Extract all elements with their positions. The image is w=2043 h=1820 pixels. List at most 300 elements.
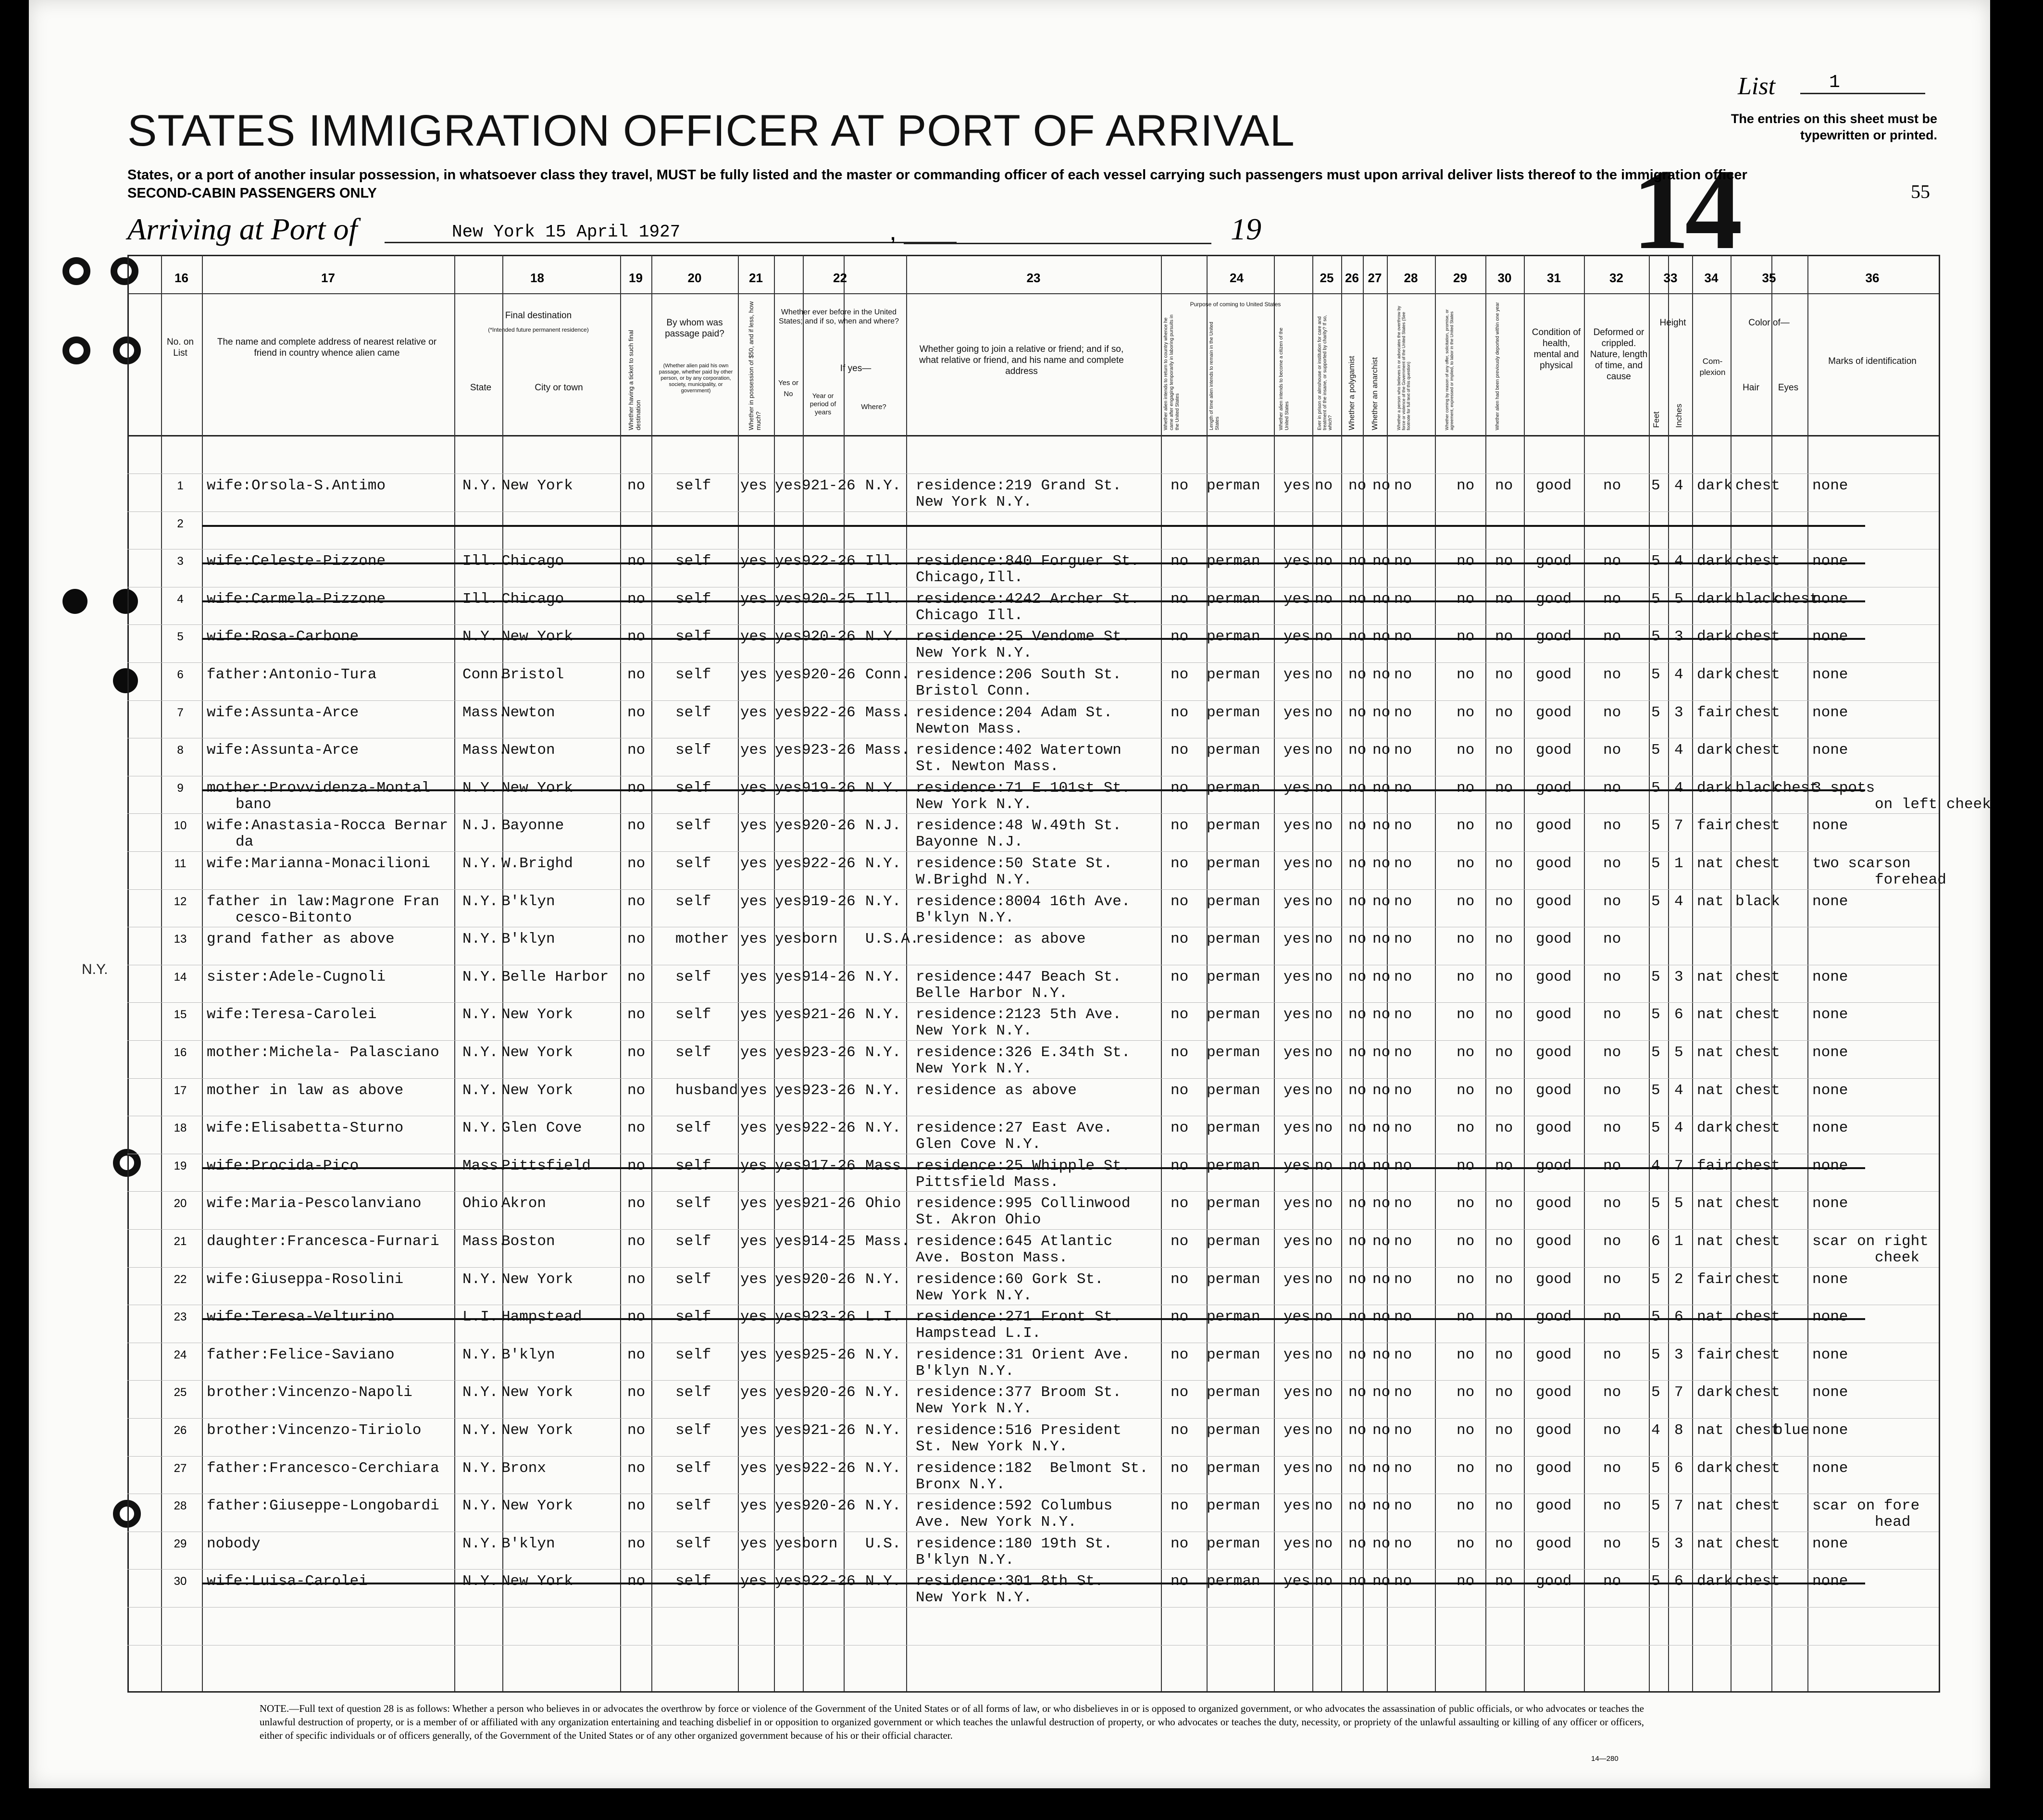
years-cell: 920-26 [802, 817, 856, 835]
length-stay-cell: perman [1207, 553, 1260, 570]
hair-cell: chest [1735, 968, 1781, 985]
where-cell: N.Y. [865, 1271, 901, 1288]
health-cell: good [1536, 553, 1572, 570]
height-inches-cell: 3 [1674, 1535, 1683, 1552]
length-stay-cell: perman [1207, 855, 1260, 872]
city-cell: Newton [501, 742, 555, 759]
row-divider [127, 511, 1939, 512]
height-feet-cell: 5 [1651, 1044, 1660, 1061]
marks-cell: scar on right [1812, 1233, 1929, 1250]
ticket-cell: no [627, 1044, 646, 1061]
prison-cell: no [1315, 553, 1333, 570]
ticket-cell: no [627, 1006, 646, 1023]
health-cell: good [1536, 704, 1572, 721]
return-intent-cell: no [1171, 1006, 1189, 1023]
eyes-cell: chest [1774, 590, 1819, 608]
length-stay-cell: perman [1207, 1044, 1260, 1061]
deported-cell: no [1495, 1497, 1513, 1515]
money-cell: yes [740, 553, 767, 570]
relative-cell: father:Francesco-Cerchiara [207, 1459, 439, 1477]
money-cell: yes [740, 893, 767, 910]
height-inches-cell: 4 [1674, 742, 1683, 759]
column-divider [1312, 255, 1313, 1691]
length-stay-cell: perman [1207, 477, 1260, 494]
deported-cell: no [1495, 704, 1513, 721]
state-cell: Ohio [462, 1195, 498, 1212]
money-cell: yes [740, 1233, 767, 1250]
return-intent-cell: no [1171, 931, 1189, 948]
joining-cell-cont: St. Akron Ohio [916, 1211, 1041, 1229]
state-cell: N.J. [462, 817, 498, 835]
anarchist-cell: no [1372, 1271, 1391, 1288]
hair-cell: chest [1735, 1346, 1781, 1363]
joining-cell-cont: Bayonne N.J. [916, 834, 1023, 851]
row-number: 6 [177, 668, 184, 681]
column-number: 19 [629, 271, 643, 285]
offer-labor-cell: no [1457, 1233, 1475, 1250]
relative-cell: wife:Rosa-Carbone [207, 628, 359, 646]
deformed-cell: no [1603, 590, 1621, 608]
row-number: 14 [174, 970, 187, 984]
hair-cell: black [1735, 893, 1781, 910]
length-stay-cell: perman [1207, 1157, 1260, 1174]
cabin-class-note: SECOND-CABIN PASSENGERS ONLY [127, 186, 377, 201]
where-cell: U.S. [865, 1535, 901, 1552]
header-offer-labor: Whether coming by reason of any offer, solicitation, promise, or agreement, expressed or implied, to labor in the United States [1445, 309, 1454, 430]
deformed-cell: no [1603, 1120, 1621, 1137]
return-intent-cell: no [1171, 1346, 1189, 1363]
citizen-intent-cell: yes [1283, 968, 1310, 985]
passage-paid-cell: self [675, 1233, 711, 1250]
anarchist-cell: no [1372, 1120, 1391, 1137]
polygamist-cell: no [1348, 628, 1367, 646]
joining-cell-cont: Pittsfield Mass. [916, 1173, 1059, 1191]
ticket-cell: no [627, 553, 646, 570]
state-cell: N.Y. [462, 1271, 498, 1288]
citizen-intent-cell: yes [1283, 1157, 1310, 1174]
joining-cell-cont: B'klyn N.Y. [916, 1551, 1014, 1569]
complexion-cell: nat [1697, 968, 1724, 985]
deported-cell: no [1495, 1195, 1513, 1212]
offer-labor-cell: no [1457, 1157, 1475, 1174]
offer-labor-cell: no [1457, 1309, 1475, 1326]
money-cell: yes [740, 1346, 767, 1363]
row-number: 25 [174, 1386, 187, 1399]
joining-cell-cont: New York N.Y. [916, 1400, 1032, 1418]
polygamist-cell: no [1348, 1422, 1367, 1439]
where-cell: N.Y. [865, 893, 901, 910]
relative-cell: wife:Assunta-Arce [207, 704, 359, 721]
before-cell: yes [775, 704, 802, 721]
height-inches-cell: 3 [1674, 704, 1683, 721]
joining-cell-cont: Ave. Boston Mass. [916, 1249, 1068, 1266]
state-cell: N.Y. [462, 628, 498, 646]
deformed-cell: no [1603, 1573, 1621, 1590]
overthrow-cell: no [1394, 1157, 1412, 1174]
health-cell: good [1536, 1082, 1572, 1099]
overthrow-cell: no [1394, 590, 1412, 608]
column-number: 30 [1497, 271, 1512, 285]
relative-cell: mother:Michela- Palasciano [207, 1044, 439, 1061]
row-divider [127, 1569, 1939, 1570]
relative-cell: wife:Elisabetta-Sturno [207, 1120, 404, 1137]
deported-cell: no [1495, 742, 1513, 759]
row-number: 5 [177, 630, 184, 644]
overthrow-cell: no [1394, 855, 1412, 872]
height-feet-cell: 5 [1651, 1573, 1660, 1590]
row-number: 22 [174, 1272, 187, 1286]
city-cell: Boston [501, 1233, 555, 1250]
joining-cell: residence:206 South St. [916, 666, 1121, 683]
height-inches-cell: 3 [1674, 628, 1683, 646]
offer-labor-cell: no [1457, 1082, 1475, 1099]
return-intent-cell: no [1171, 590, 1189, 608]
money-cell: yes [740, 666, 767, 683]
ticket-cell: no [627, 1195, 646, 1212]
relative-cell: brother:Vincenzo-Tiriolo [207, 1422, 422, 1439]
length-stay-cell: perman [1207, 817, 1260, 835]
city-cell: B'klyn [501, 931, 555, 948]
where-cell: N.Y. [865, 1573, 901, 1590]
complexion-cell: dark [1697, 1120, 1733, 1137]
city-cell: B'klyn [501, 1346, 555, 1363]
column-number: 29 [1453, 271, 1467, 285]
return-intent-cell: no [1171, 1044, 1189, 1061]
city-cell: Chicago [501, 590, 564, 608]
length-stay-cell: perman [1207, 1535, 1260, 1552]
page-stamp-number: 14 [1632, 145, 1738, 273]
marks-cell: two scarson [1812, 855, 1911, 872]
arriving-port-value: New York 15 April 1927 [385, 222, 957, 243]
height-inches-cell: 1 [1674, 1233, 1683, 1250]
prison-cell: no [1315, 1006, 1333, 1023]
money-cell: yes [740, 628, 767, 646]
state-cell: N.Y. [462, 968, 498, 985]
header-deported: Whether alien had been previously deported within one year [1495, 302, 1500, 430]
prison-cell: no [1315, 1120, 1333, 1137]
offer-labor-cell: no [1457, 553, 1475, 570]
marks-cell: none [1812, 742, 1848, 759]
anarchist-cell: no [1372, 1459, 1391, 1477]
where-cell: N.Y. [865, 1044, 901, 1061]
prison-cell: no [1315, 1195, 1333, 1212]
deformed-cell: no [1603, 1233, 1621, 1250]
eyes-cell: blue [1774, 1422, 1810, 1439]
citizen-intent-cell: yes [1283, 931, 1310, 948]
state-cell: N.Y. [462, 779, 498, 797]
joining-cell-cont: New York N.Y. [916, 494, 1032, 511]
ticket-cell: no [627, 1535, 646, 1552]
before-cell: yes [775, 1384, 802, 1401]
passage-paid-cell: self [675, 628, 711, 646]
row-number: 13 [174, 933, 187, 946]
entries-note: The entries on this sheet must be typewritten or printed. [1731, 112, 1937, 142]
relative-cell: father:Felice-Saviano [207, 1346, 395, 1363]
column-divider [1668, 255, 1669, 1691]
deformed-cell: no [1603, 1157, 1621, 1174]
ticket-cell: no [627, 1497, 646, 1515]
joining-cell: residence:995 Collinwood [916, 1195, 1131, 1212]
money-cell: yes [740, 1120, 767, 1137]
deformed-cell: no [1603, 1346, 1621, 1363]
anarchist-cell: no [1372, 1384, 1391, 1401]
row-divider [127, 889, 1939, 890]
marks-cell: none [1812, 1157, 1848, 1174]
complexion-cell: fair [1697, 704, 1733, 721]
city-cell: Glen Cove [501, 1120, 582, 1137]
relative-cell: wife:Carmela-Pizzone [207, 590, 386, 608]
joining-cell-cont: Belle Harbor N.Y. [916, 985, 1068, 1002]
state-cell: N.Y. [462, 1120, 498, 1137]
ticket-cell: no [627, 742, 646, 759]
hair-cell: chest [1735, 477, 1781, 494]
years-cell: 921-26 [802, 477, 856, 494]
joining-cell-cont: New York N.Y. [916, 1060, 1032, 1077]
where-cell: U.S.A. [865, 931, 919, 948]
before-cell: yes [775, 931, 802, 948]
offer-labor-cell: no [1457, 779, 1475, 797]
years-cell: 920-25 [802, 590, 856, 608]
years-cell: 923-26 [802, 1044, 856, 1061]
before-cell: yes [775, 1271, 802, 1288]
where-cell: L.I. [865, 1309, 901, 1326]
health-cell: good [1536, 1157, 1572, 1174]
state-cell: N.Y. [462, 931, 498, 948]
height-inches-cell: 6 [1674, 1309, 1683, 1326]
length-stay-cell: perman [1207, 968, 1260, 985]
passage-paid-cell: self [675, 590, 711, 608]
money-cell: yes [740, 1573, 767, 1590]
ticket-cell: no [627, 1384, 646, 1401]
length-stay-cell: perman [1207, 893, 1260, 910]
city-cell: New York [501, 477, 573, 494]
polygamist-cell: no [1348, 1271, 1367, 1288]
height-inches-cell: 6 [1674, 1573, 1683, 1590]
before-cell: yes [775, 779, 802, 797]
before-cell: yes [775, 817, 802, 835]
passage-paid-cell: self [675, 1309, 711, 1326]
length-stay-cell: perman [1207, 1459, 1260, 1477]
passage-paid-cell: self [675, 1271, 711, 1288]
polygamist-cell: no [1348, 704, 1367, 721]
relative-cell: wife:Giuseppa-Rosolini [207, 1271, 404, 1288]
height-inches-cell: 3 [1674, 968, 1683, 985]
hair-cell: chest [1735, 666, 1781, 683]
prison-cell: no [1315, 477, 1333, 494]
where-cell: N.Y. [865, 968, 901, 985]
polygamist-cell: no [1348, 1535, 1367, 1552]
overthrow-cell: no [1394, 477, 1412, 494]
years-cell: 919-26 [802, 779, 856, 797]
citizen-intent-cell: yes [1283, 1044, 1310, 1061]
header-year-period: Year or period of years [810, 392, 836, 416]
where-cell: Mass. [865, 1233, 910, 1250]
deformed-cell: no [1603, 1535, 1621, 1552]
citizen-intent-cell: yes [1283, 742, 1310, 759]
where-cell: Ill. [865, 553, 901, 570]
ticket-cell: no [627, 855, 646, 872]
ticket-cell: no [627, 893, 646, 910]
joining-cell: residence as above [916, 1082, 1077, 1099]
overthrow-cell: no [1394, 666, 1412, 683]
header-anarchist: Whether an anarchist [1371, 357, 1379, 430]
height-feet-cell: 5 [1651, 1082, 1660, 1099]
anarchist-cell: no [1372, 893, 1391, 910]
complexion-cell: nat [1697, 1082, 1724, 1099]
joining-cell-cont: B'klyn N.Y. [916, 909, 1014, 926]
length-stay-cell: perman [1207, 1309, 1260, 1326]
header-hair: Hair [1743, 383, 1759, 393]
years-cell: 921-26 [802, 1422, 856, 1439]
anarchist-cell: no [1372, 1233, 1391, 1250]
state-cell: Ill. [462, 553, 498, 570]
years-cell: 920-26 [802, 1384, 856, 1401]
prison-cell: no [1315, 1422, 1333, 1439]
complexion-cell: dark [1697, 1573, 1733, 1590]
height-feet-cell: 5 [1651, 666, 1660, 683]
money-cell: yes [740, 1195, 767, 1212]
passage-paid-cell: self [675, 1120, 711, 1137]
state-cell: N.Y. [462, 1573, 498, 1590]
height-feet-cell: 5 [1651, 893, 1660, 910]
row-number: 27 [174, 1461, 187, 1475]
state-cell: L.I. [462, 1309, 498, 1326]
complexion-cell: dark [1697, 779, 1733, 797]
prison-cell: no [1315, 1271, 1333, 1288]
hair-cell: chest [1735, 1422, 1781, 1439]
before-cell: yes [775, 1346, 802, 1363]
years-cell: 919-26 [802, 893, 856, 910]
prison-cell: no [1315, 704, 1333, 721]
years-cell: 917-26 [802, 1157, 856, 1174]
row-number: 17 [174, 1084, 187, 1097]
height-feet-cell: 5 [1651, 553, 1660, 570]
length-stay-cell: perman [1207, 1082, 1260, 1099]
marks-cell: none [1812, 1573, 1848, 1590]
deported-cell: no [1495, 1422, 1513, 1439]
polygamist-cell: no [1348, 1006, 1367, 1023]
deformed-cell: no [1603, 1497, 1621, 1515]
city-cell: Bronx [501, 1459, 547, 1477]
joining-cell: residence:402 Watertown [916, 742, 1121, 759]
joining-cell-cont: Bristol Conn. [916, 683, 1032, 699]
ticket-cell: no [627, 477, 646, 494]
return-intent-cell: no [1171, 742, 1189, 759]
city-cell: B'klyn [501, 893, 555, 910]
marks-cell: scar on fore [1812, 1497, 1920, 1515]
passage-paid-cell: self [675, 704, 711, 721]
length-stay-cell: perman [1207, 742, 1260, 759]
ticket-cell: no [627, 779, 646, 797]
ticket-cell: no [627, 817, 646, 835]
before-cell: yes [775, 1082, 802, 1099]
ticket-cell: no [627, 628, 646, 646]
header-final-destination-note: (*Intended future permanent residence) [488, 326, 589, 333]
overthrow-cell: no [1394, 1346, 1412, 1363]
row-number: 23 [174, 1310, 187, 1324]
state-cell: N.Y. [462, 893, 498, 910]
polygamist-cell: no [1348, 1233, 1367, 1250]
passage-paid-cell: self [675, 666, 711, 683]
complexion-cell: nat [1697, 1535, 1724, 1552]
money-cell: yes [740, 1082, 767, 1099]
length-stay-cell: perman [1207, 628, 1260, 646]
header-nearest-relative: The name and complete address of nearest relative or friend in country whence alien came [217, 337, 437, 358]
hair-cell: chest [1735, 1044, 1781, 1061]
ticket-cell: no [627, 1459, 646, 1477]
anarchist-cell: no [1372, 1157, 1391, 1174]
overthrow-cell: no [1394, 1384, 1412, 1401]
length-stay-cell: perman [1207, 1233, 1260, 1250]
form-number: 14—280 [1591, 1755, 1619, 1763]
anarchist-cell: no [1372, 628, 1391, 646]
before-cell: yes [775, 1044, 802, 1061]
joining-cell: residence:204 Adam St. [916, 704, 1113, 721]
overthrow-cell: no [1394, 1309, 1412, 1326]
anarchist-cell: no [1372, 666, 1391, 683]
money-cell: yes [740, 477, 767, 494]
citizen-intent-cell: yes [1283, 779, 1310, 797]
state-cell: N.Y. [462, 477, 498, 494]
hair-cell: chest [1735, 553, 1781, 570]
marks-cell: none [1812, 893, 1848, 910]
money-cell: yes [740, 931, 767, 948]
strikethrough-line [202, 600, 1865, 602]
complexion-cell: nat [1697, 1497, 1724, 1515]
length-stay-cell: perman [1207, 931, 1260, 948]
complexion-cell: nat [1697, 1233, 1724, 1250]
header-prison: Ever in prison or almshouse or institution for care and treatment of the insane, or supported by charity? If so, which? [1317, 315, 1333, 430]
row-divider [127, 1002, 1939, 1003]
column-divider [738, 255, 739, 1691]
overthrow-cell: no [1394, 968, 1412, 985]
strikethrough-line [202, 638, 1865, 640]
column-divider [651, 255, 652, 1691]
form-instructions-text: States, or a port of another insular possession, in whatsoever class they travel, MUST be fully listed and the master or commanding officer of each vessel carrying such passengers must upon arrival deliver lists thereof to the immigration officer [127, 167, 1747, 183]
height-inches-cell: 2 [1674, 1271, 1683, 1288]
polygamist-cell: no [1348, 553, 1367, 570]
header-height: Height [1659, 318, 1686, 328]
where-cell: Mass. [865, 704, 910, 721]
joining-cell-cont: New York N.Y. [916, 796, 1032, 813]
where-cell: N.Y. [865, 1459, 901, 1477]
health-cell: good [1536, 666, 1572, 683]
before-cell: yes [775, 1573, 802, 1590]
city-cell: Akron [501, 1195, 547, 1212]
passage-paid-cell: self [675, 1044, 711, 1061]
deported-cell: no [1495, 1346, 1513, 1363]
polygamist-cell: no [1348, 1384, 1367, 1401]
where-cell: N.Y. [865, 855, 901, 872]
city-cell: New York [501, 628, 573, 646]
height-inches-cell: 4 [1674, 553, 1683, 570]
offer-labor-cell: no [1457, 742, 1475, 759]
row-divider [127, 662, 1939, 663]
marks-cell: none [1812, 1120, 1848, 1137]
years-cell: 925-26 [802, 1346, 856, 1363]
complexion-cell: dark [1697, 590, 1733, 608]
height-feet-cell: 5 [1651, 779, 1660, 797]
joining-cell: residence:60 Gork St. [916, 1271, 1104, 1288]
anarchist-cell: no [1372, 1309, 1391, 1326]
row-number: 18 [174, 1122, 187, 1135]
health-cell: good [1536, 590, 1572, 608]
return-intent-cell: no [1171, 1233, 1189, 1250]
strikethrough-line [202, 1318, 1865, 1320]
overthrow-cell: no [1394, 931, 1412, 948]
column-divider [620, 255, 621, 1691]
joining-cell-cont: Glen Cove N.Y. [916, 1136, 1041, 1153]
